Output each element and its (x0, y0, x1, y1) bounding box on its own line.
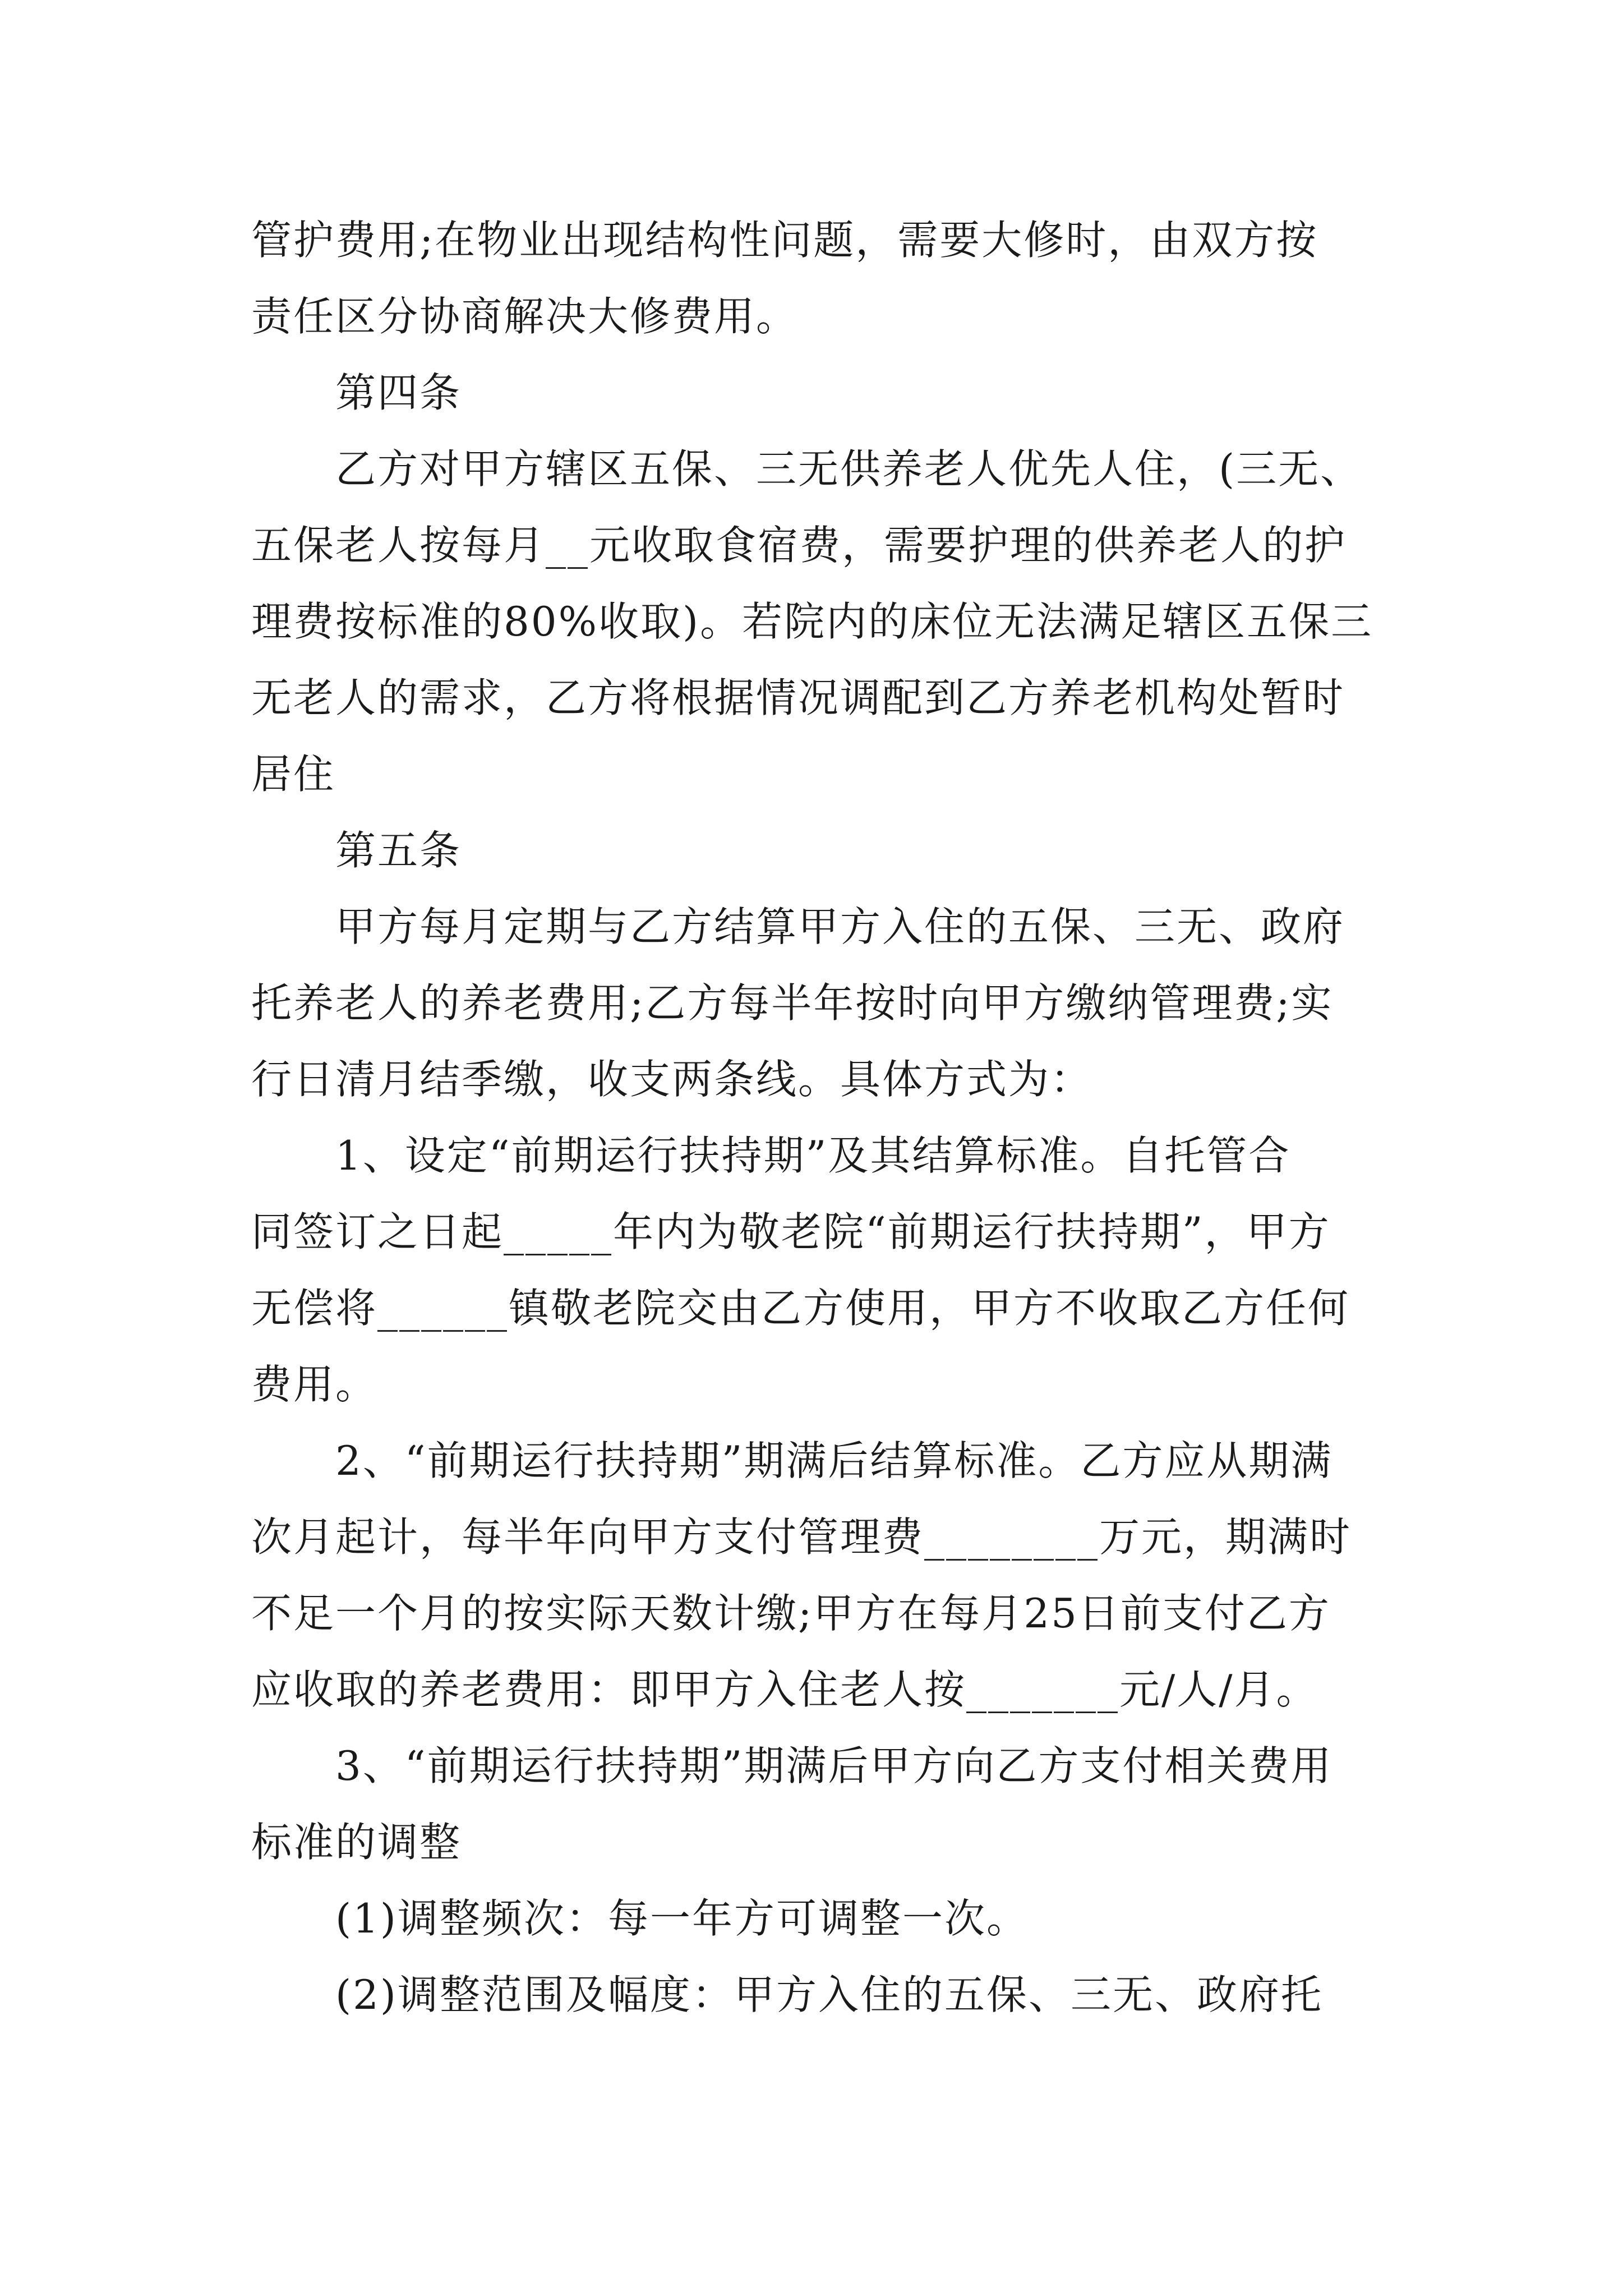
text-line: 管护费用;在物业出现结构性问题，需要大修时，由双方按 (251, 217, 1318, 264)
text-line: 同签订之日起_____年内为敬老院“前期运行扶持期”，甲方 (251, 1208, 1331, 1255)
text-line: 应收取的养老费用：即甲方入住老人按_______元/人/月。 (251, 1666, 1318, 1713)
text-line: (2)调整范围及幅度：甲方入住的五保、三无、政府托 (335, 1971, 1323, 2018)
text-line: 不足一个月的按实际天数计缴;甲方在每月25日前支付乙方 (251, 1590, 1331, 1637)
text-line: 无老人的需求，乙方将根据情况调配到乙方养老机构处暂时 (251, 674, 1345, 721)
text-line: 第四条 (335, 369, 462, 416)
text-line: 甲方每月定期与乙方结算甲方入住的五保、三无、政府 (335, 903, 1345, 950)
text-line: 3、“前期运行扶持期”期满后甲方向乙方支付相关费用 (335, 1742, 1333, 1789)
text-line: 行日清月结季缴，收支两条线。具体方式为： (251, 1056, 1093, 1103)
text-line: 费用。 (251, 1361, 378, 1408)
text-line: 五保老人按每月__元收取食宿费，需要护理的供养老人的护 (251, 522, 1347, 569)
text-line: 责任区分协商解决大修费用。 (251, 293, 799, 340)
text-line: 乙方对甲方辖区五保、三无供养老人优先人住，(三无、 (335, 445, 1363, 493)
text-line: 居住 (251, 751, 336, 798)
text-line: (1)调整频次：每一年方可调整一次。 (335, 1895, 1029, 1942)
text-line: 第五条 (335, 827, 462, 874)
text-line: 托养老人的养老费用;乙方每半年按时向甲方缴纳管理费;实 (251, 979, 1334, 1027)
text-line: 标准的调整 (251, 1819, 462, 1866)
text-line: 无偿将______镇敬老院交由乙方使用，甲方不收取乙方任何 (251, 1285, 1350, 1332)
text-line: 2、“前期运行扶持期”期满后结算标准。乙方应从期满 (335, 1437, 1333, 1484)
text-line: 理费按标准的80%收取)。若院内的床位无法满足辖区五保三 (251, 598, 1373, 645)
text-line: 次月起计，每半年向甲方支付管理费________万元，期满时 (251, 1513, 1352, 1561)
text-line: 1、设定“前期运行扶持期”及其结算标准。自托管合 (335, 1132, 1291, 1179)
document-body (251, 202, 1384, 2033)
